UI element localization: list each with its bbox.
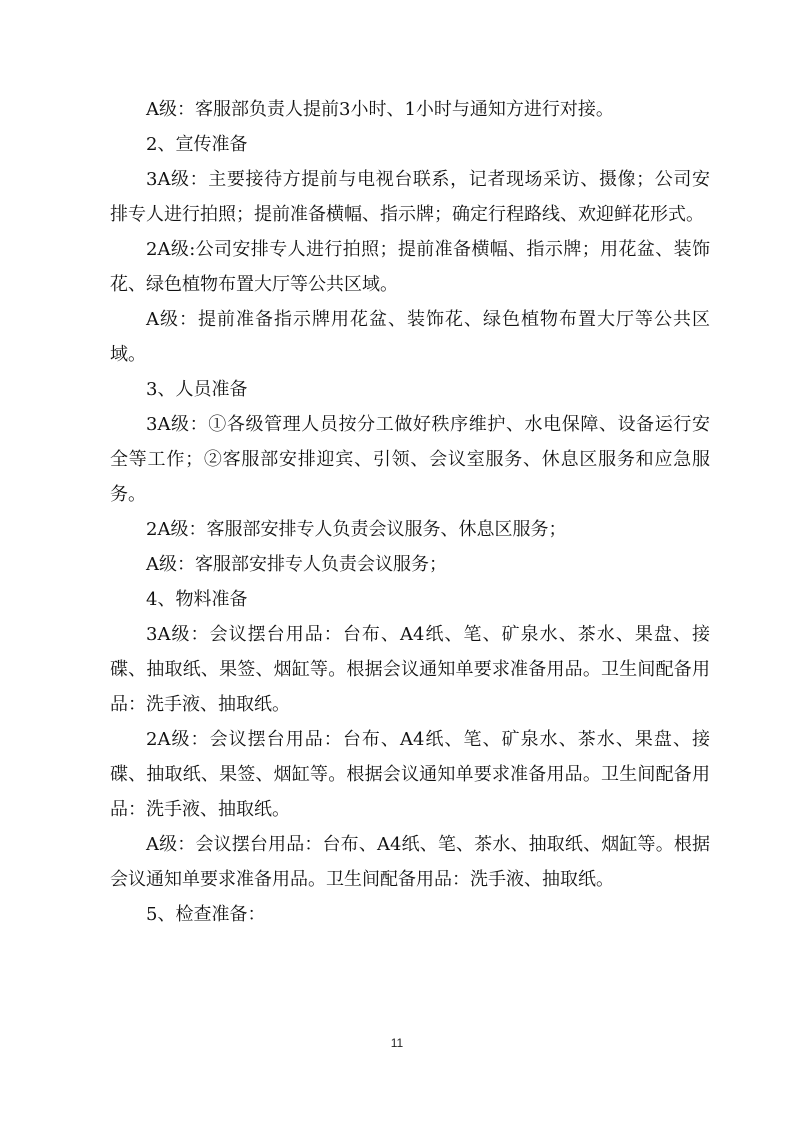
document-body	[110, 92, 710, 932]
paragraph-3a-materials: 3A级：会议摆台用品：台布、A4纸、笔、矿泉水、茶水、果盘、接碟、抽取纸、果签、烟缸等。根据会议通知单要求准备用品。卫生间配备用品：洗手液、抽取纸。	[110, 624, 710, 715]
paragraph-3a-publicity: 3A级：主要接待方提前与电视台联系，记者现场采访、摄像；公司安排专人进行拍照；提前准备横幅、指示牌；确定行程路线、欢迎鲜花形式。	[110, 169, 710, 225]
paragraph-a-level-contact: A级：客服部负责人提前3小时、1小时与通知方进行对接。	[146, 99, 614, 120]
page-number: 11	[390, 1036, 404, 1050]
paragraph-a-publicity: A级：提前准备指示牌用花盆、装饰花、绿色植物布置大厅等公共区域。	[110, 309, 710, 365]
paragraph-a-materials: A级：会议摆台用品：台布、A4纸、笔、茶水、抽取纸、烟缸等。根据会议通知单要求准备用品。卫生间配备用品：洗手液、抽取纸。	[110, 834, 710, 890]
section-heading-materials: 4、物料准备	[146, 589, 248, 610]
paragraph-2a-personnel: 2A级：客服部安排专人负责会议服务、休息区服务；	[146, 519, 567, 540]
section-heading-publicity: 2、宣传准备	[146, 134, 248, 155]
paragraph-2a-materials: 2A级：会议摆台用品：台布、A4纸、笔、矿泉水、茶水、果盘、接碟、抽取纸、果签、烟缸等。根据会议通知单要求准备用品。卫生间配备用品：洗手液、抽取纸。	[110, 729, 710, 820]
section-heading-personnel: 3、人员准备	[146, 379, 248, 400]
section-heading-inspection: 5、检查准备：	[146, 904, 266, 925]
paragraph-a-personnel: A级：客服部安排专人负责会议服务；	[146, 554, 447, 575]
paragraph-2a-publicity: 2A级:公司安排专人进行拍照；提前准备横幅、指示牌；用花盆、装饰花、绿色植物布置大厅等公共区域。	[110, 239, 710, 295]
paragraph-3a-personnel: 3A级：①各级管理人员按分工做好秩序维护、水电保障、设备运行安全等工作；②客服部安排迎宾、引领、会议室服务、休息区服务和应急服务。	[110, 414, 710, 505]
